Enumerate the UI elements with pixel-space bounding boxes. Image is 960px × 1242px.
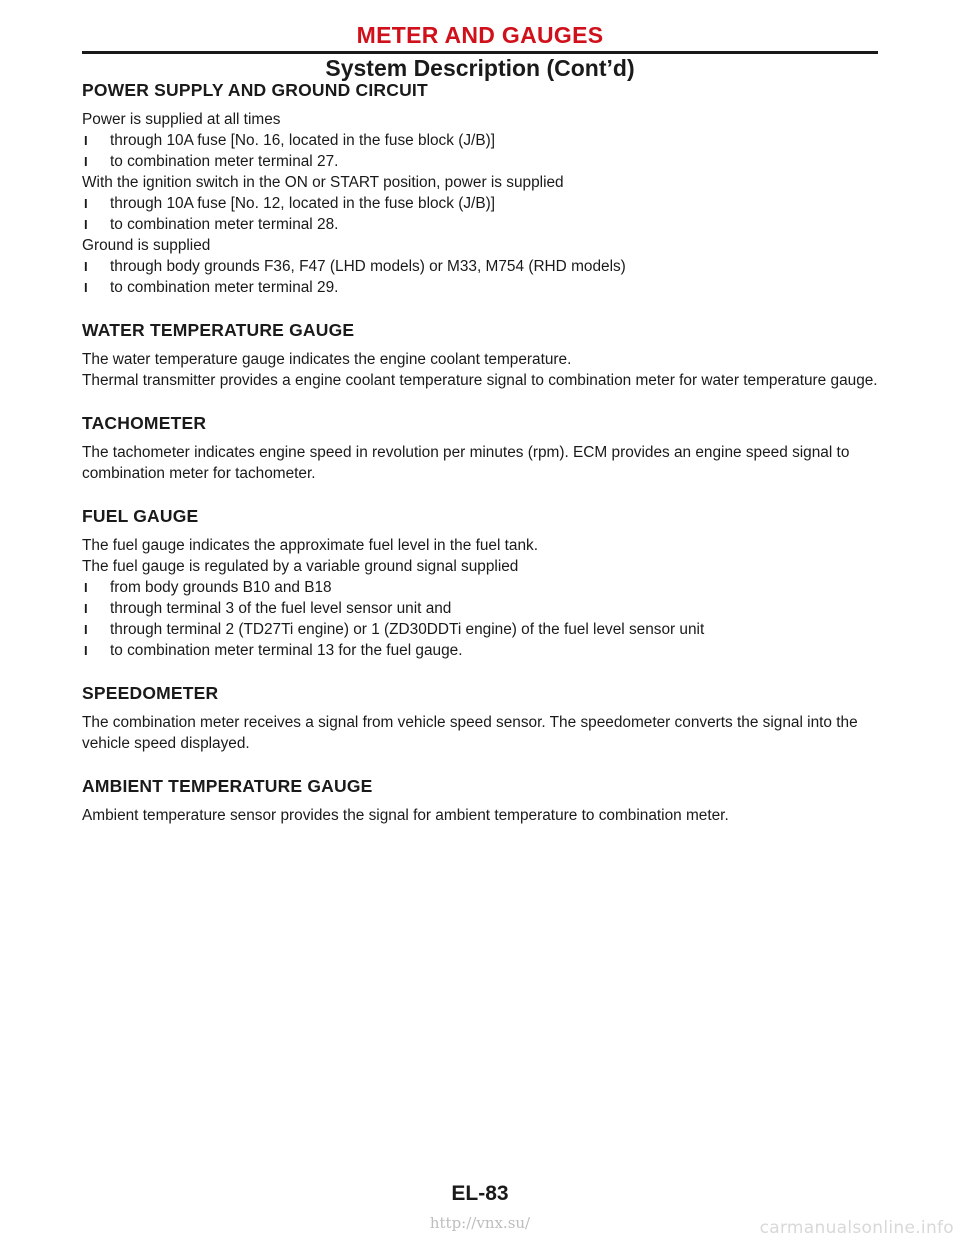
bullet-text: from body grounds B10 and B18 (110, 579, 332, 596)
watermark-link[interactable]: http://vnx.su/ (429, 1214, 531, 1232)
paragraph: The tachometer indicates engine speed in revolution per minutes (rpm). ECM provides an engine speed signal to combination meter for tachometer. (82, 444, 850, 482)
section (82, 506, 882, 661)
paragraph: The fuel gauge indicates the approximate fuel level in the fuel tank. (82, 537, 539, 554)
bullet-item (82, 640, 882, 661)
bullet-item (82, 193, 882, 214)
paragraph: With the ignition switch in the ON or START position, power is supplied (82, 174, 564, 191)
section-heading: SPEEDOMETER (82, 683, 219, 703)
bullet-text: through 10A fuse [No. 12, located in the fuse block (J/B)] (110, 195, 495, 212)
paragraph: Power is supplied at all times (82, 111, 281, 128)
bullet-item (82, 277, 882, 298)
bullet-item (82, 151, 882, 172)
section (82, 776, 882, 826)
section (82, 413, 882, 484)
bullet-icon: I (84, 643, 88, 658)
page-number: EL-83 (451, 1182, 509, 1205)
section-subtitle: System Description (Cont’d) (325, 55, 635, 81)
section-heading: TACHOMETER (82, 413, 207, 433)
bullet-icon: I (84, 622, 88, 637)
section-heading: POWER SUPPLY AND GROUND CIRCUIT (82, 80, 428, 100)
bullet-icon: I (84, 154, 88, 169)
bullet-text: to combination meter terminal 28. (110, 216, 339, 233)
bullet-icon: I (84, 259, 88, 274)
bullet-icon: I (84, 196, 88, 211)
bullet-icon: I (84, 601, 88, 616)
header-divider (82, 51, 878, 54)
bullet-text: through body grounds F36, F47 (LHD models) or M33, M754 (RHD models) (110, 258, 626, 275)
bullet-icon: I (84, 133, 88, 148)
bullet-icon: I (84, 217, 88, 232)
bullet-text: to combination meter terminal 13 for the fuel gauge. (110, 642, 463, 659)
paragraph: Ground is supplied (82, 237, 211, 254)
paragraph: The water temperature gauge indicates the engine coolant temperature. (82, 351, 572, 368)
bullet-item (82, 214, 882, 235)
paragraph: The fuel gauge is regulated by a variable ground signal supplied (82, 558, 519, 575)
site-watermark: carmanualsonline.info (759, 1218, 954, 1238)
bullet-item (82, 130, 882, 151)
bullet-item (82, 619, 882, 640)
bullet-item (82, 256, 882, 277)
bullet-icon: I (84, 580, 88, 595)
bullet-text: through 10A fuse [No. 16, located in the fuse block (J/B)] (110, 132, 495, 149)
page-header (0, 0, 960, 86)
document-body (82, 80, 882, 848)
section-title: METER AND GAUGES (356, 22, 604, 48)
bullet-item (82, 577, 882, 598)
bullet-item (82, 598, 882, 619)
bullet-text: to combination meter terminal 29. (110, 279, 339, 296)
section-heading: FUEL GAUGE (82, 506, 199, 526)
paragraph: Ambient temperature sensor provides the signal for ambient temperature to combination meter. (82, 807, 729, 824)
section-heading: WATER TEMPERATURE GAUGE (82, 320, 355, 340)
bullet-text: to combination meter terminal 27. (110, 153, 339, 170)
paragraph: Thermal transmitter provides a engine coolant temperature signal to combination meter for water temperature gauge. (82, 372, 878, 389)
bullet-text: through terminal 2 (TD27Ti engine) or 1 (ZD30DDTi engine) of the fuel level sensor unit (110, 621, 705, 638)
section-heading: AMBIENT TEMPERATURE GAUGE (82, 776, 373, 796)
paragraph: The combination meter receives a signal from vehicle speed sensor. The speedometer converts the signal into the vehicle speed displayed. (82, 714, 858, 752)
section (82, 683, 882, 754)
section (82, 80, 882, 298)
bullet-text: through terminal 3 of the fuel level sensor unit and (110, 600, 452, 617)
bullet-icon: I (84, 280, 88, 295)
section (82, 320, 882, 391)
